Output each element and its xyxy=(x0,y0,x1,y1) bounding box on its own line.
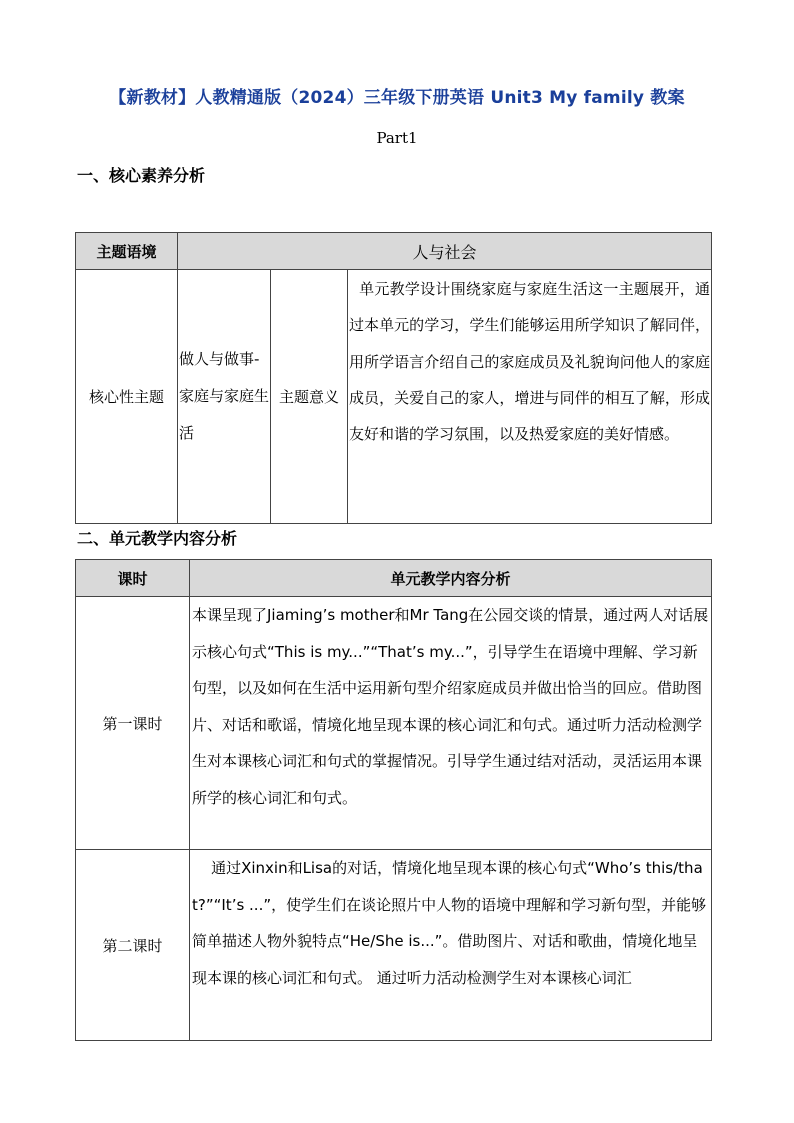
lesson-label: 第二课时 xyxy=(76,850,190,1041)
table-row xyxy=(76,597,712,850)
document-title: 【新教材】人教精通版（2024）三年级下册英语 Unit3 My family 教案 xyxy=(109,88,685,108)
meaning-text xyxy=(348,270,712,524)
lesson-label: 第一课时 xyxy=(76,597,190,850)
column-header-analysis: 单元教学内容分析 xyxy=(190,560,712,597)
lesson-paragraph: 通过Xinxin和Lisa的对话，情境化地呈现本课的核心句式“Who’s this/that?”“It’s ...”，使学生们在谈论照片中人物的语境中理解和学习新句型，并能够简单描述人物外貌特点“He/She is...”。借助图片、对话和歌曲，情境化地呈现本课的核心词汇和句式。 通过听力活动检测学生对本课核心词汇 xyxy=(192,859,707,987)
table-row xyxy=(76,850,712,1041)
theme-context-value: 人与社会 xyxy=(178,233,712,270)
section-heading-core-literacy: 一、核心素养分析 xyxy=(77,166,206,185)
core-topic-label: 核心性主题 xyxy=(76,270,178,524)
meaning-label: 主题意义 xyxy=(271,270,348,524)
core-literacy-table xyxy=(75,232,712,524)
section-heading-unit-content: 二、单元教学内容分析 xyxy=(77,529,238,548)
column-header-lesson: 课时 xyxy=(76,560,190,597)
sub-topic-cell: 做人与做事-家庭与家庭生活 xyxy=(178,270,271,524)
unit-content-table xyxy=(75,559,712,1041)
table-row xyxy=(76,233,712,270)
lesson-content xyxy=(190,597,712,850)
meaning-paragraph: 单元教学设计围绕家庭与家庭生活这一主题展开，通过本单元的学习，学生们能够运用所学知识了解同伴，用所学语言介绍自己的家庭成员及礼貌询问他人的家庭成员，关爱自己的家人，增进与同伴的相互了解，形成友好和谐的学习氛围，以及热爱家庭的美好情感。 xyxy=(349,280,710,444)
theme-context-label: 主题语境 xyxy=(76,233,178,270)
table-row xyxy=(76,270,712,524)
lesson-paragraph: 本课呈现了Jiaming’s mother和Mr Tang在公园交谈的情景，通过两人对话展示核心句式“This is my...”“That’s my...”，引导学生在语境中理解、学习新句型，以及如何在生活中运用新句型介绍家庭成员并做出恰当的回应。借助图片、对话和歌谣，情境化地呈现本课的核心词汇和句式。通过听力活动检测学生对本课核心词汇和句式的掌握情况。引导学生通过结对活动，灵活运用本课所学的核心词汇和句式。 xyxy=(192,606,709,807)
document-subtitle: Part1 xyxy=(376,129,418,147)
table-row xyxy=(76,560,712,597)
lesson-content xyxy=(190,850,712,1041)
